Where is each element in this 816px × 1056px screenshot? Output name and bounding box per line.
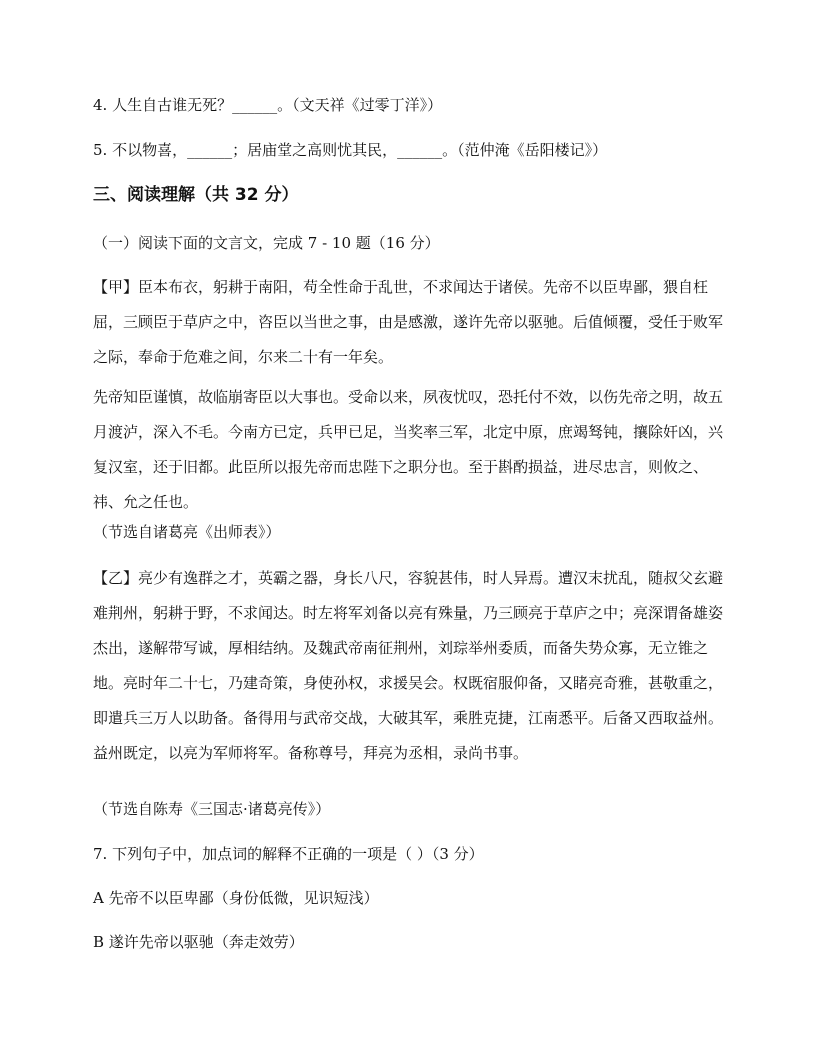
question-7-option-a: A 先帝不以臣卑鄙（身份低微，见识短浅）: [93, 889, 379, 907]
passage-yi-source: （节选自陈寿《三国志·诸葛亮传》）: [93, 800, 331, 818]
passage-yi-paragraph: 【乙】亮少有逸群之才，英霸之器，身长八尺，容貌甚伟，时人异焉。遭汉末扰乱，随叔父玄避难荆州，躬耕于野，不求闻达。时左将军刘备以亮有殊量，乃三顾亮于草庐之中；亮深谓备雄姿杰出，遂解带写诚，厚相结纳。及魏武帝南征荆州，刘琮举州委质，而备失势众寡，无立锥之地。亮时年二十七，乃建奇策，身使孙权，求援吴会。权既宿服仰备，又睹亮奇雅，甚敬重之，即遣兵三万人以助备。备得用与武帝交战，大破其军，乘胜克捷，江南悉平。后备又西取益州。益州既定，以亮为军师将军。备称尊号，拜亮为丞相，录尚书事。: [93, 569, 724, 762]
question-5: 5. 不以物喜，______；居庙堂之高则忧其民，______。（范仲淹《岳阳楼记》）: [93, 141, 608, 159]
passage-jia-paragraph-2: 先帝知臣谨慎，故临崩寄臣以大事也。受命以来，夙夜忧叹，恐托付不效，以伤先帝之明，故五月渡泸，深入不毛。今南方已定，兵甲已足，当奖率三军，北定中原，庶竭驽钝，攘除奸凶，兴复汉室，还于旧都。此臣所以报先帝而忠陛下之职分也。至于斟酌损益，进尽忠言，则攸之、祎、允之任也。: [93, 388, 724, 511]
passage-jia-source: （节选自诸葛亮《出师表》）: [93, 523, 281, 541]
section-3-subtitle: （一）阅读下面的文言文，完成 7 - 10 题（16 分）: [93, 234, 440, 252]
question-7-option-b: B 遂许先帝以驱驰（奔走效劳）: [93, 933, 304, 951]
question-7: 7. 下列句子中，加点词的解释不正确的一项是（ ）（3 分）: [93, 845, 484, 863]
question-4: 4. 人生自古谁无死？______。（文天祥《过零丁洋》）: [93, 96, 443, 114]
section-3-title: 三、阅读理解（共 32 分）: [93, 185, 299, 205]
passage-jia-paragraph-1: 【甲】臣本布衣，躬耕于南阳，苟全性命于乱世，不求闻达于诸侯。先帝不以臣卑鄙，猥自枉屈，三顾臣于草庐之中，咨臣以当世之事，由是感激，遂许先帝以驱驰。后值倾覆，受任于败军之际，奉命于危难之间，尔来二十有一年矣。: [93, 278, 724, 366]
